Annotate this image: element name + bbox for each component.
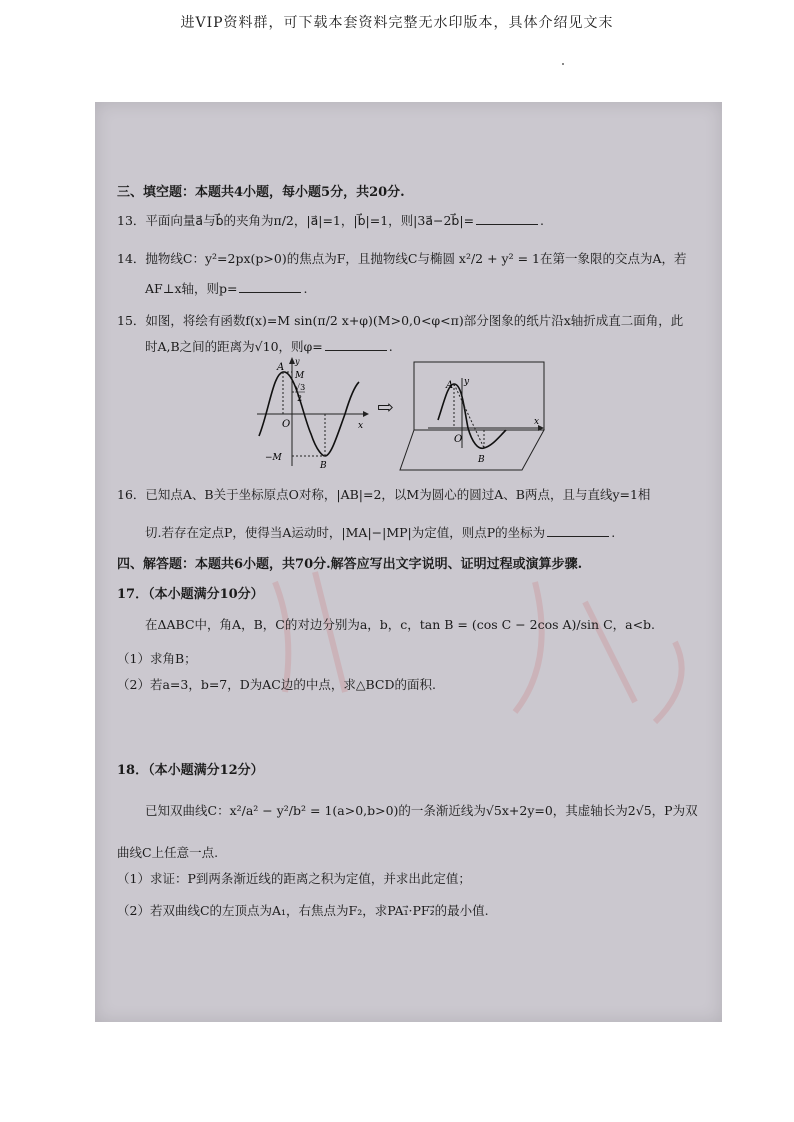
question-15-line2: [145, 338, 393, 356]
label-negM: −M: [265, 453, 282, 463]
label-y: y: [295, 357, 300, 366]
sine-graph-figure: [255, 356, 370, 471]
q13-answer-blank[interactable]: [476, 212, 538, 225]
q18-stem: 已知双曲线C：x²/a² − y²/b² = 1(a>0,b>0)的一条渐近线为√5x+2y=0，其虚轴长为2√5，P为双: [145, 803, 698, 818]
q15-answer-blank[interactable]: [325, 338, 387, 351]
label-M: M: [295, 371, 305, 381]
x-axis-arrow: [363, 411, 369, 417]
question-13: [117, 212, 544, 230]
question-16-line2: [145, 524, 615, 542]
q14-end: .: [303, 281, 308, 296]
q17-heading: 17．（本小题满分10分）: [117, 587, 264, 602]
question-16-line1: 16．已知点A、B关于坐标原点O对称，|AB|=2，以M为圆心的圆过A、B两点，且与直线y=1相: [117, 487, 651, 502]
q13-text: 13．平面向量a⃗与b⃗的夹角为π/2，|a⃗|=1，|b⃗|=1，则|3a⃗−2b⃗|=: [117, 213, 475, 228]
folded-dihedral-figure: [398, 358, 548, 476]
horizontal-plane: [400, 430, 544, 470]
vip-banner: 进VIP资料群，可下载本套资料完整无水印版本，具体介绍见文末: [180, 15, 614, 31]
scan-dot: [562, 63, 564, 65]
fold-arrow: ⇨: [377, 395, 394, 419]
label-sqrt3: √3: [295, 383, 306, 392]
question-15-line1: 15．如图，将绘有函数f(x)=M sin(π/2 x+φ)(M>0,0<φ<π)部分图象的纸片沿x轴折成直二面角，此: [117, 313, 684, 328]
q13-end: .: [540, 213, 545, 228]
label-A: A: [277, 362, 285, 373]
label-B: B: [320, 461, 327, 471]
label-x2: x: [534, 417, 540, 427]
label-x: x: [358, 421, 364, 431]
q14-text: AF⊥x轴，则p=: [145, 281, 238, 296]
question-14-line2: [145, 280, 307, 298]
question-14-line1: 14．抛物线C：y²=2px(p>0)的焦点为F，且抛物线C与椭圆 x²/2 + y² = 1在第一象限的交点为A，若: [117, 251, 687, 266]
label-O: O: [282, 419, 291, 430]
q18-part1: （1）求证：P到两条渐近线的距离之积为定值，并求出此定值；: [117, 871, 471, 886]
q15-text: 时A,B之间的距离为√10，则φ=: [145, 339, 323, 354]
q17-part2: （2）若a=3，b=7，D为AC边的中点，求△BCD的面积.: [117, 677, 436, 692]
q16-answer-blank[interactable]: [547, 524, 609, 537]
scanned-paper: [95, 102, 722, 1022]
section3-title: 三、填空题：本题共4小题，每小题5分，共20分.: [117, 185, 405, 200]
q15-end: .: [388, 339, 393, 354]
stamp-watermark: [255, 542, 715, 762]
q18-stem2: 曲线C上任意一点.: [117, 845, 219, 860]
section4-title: 四、解答题：本题共6小题，共70分.解答应写出文字说明、证明过程或演算步骤.: [117, 557, 583, 572]
label-2: 2: [297, 394, 303, 403]
q17-part1: （1）求角B；: [117, 651, 197, 666]
label-B2: B: [478, 455, 485, 465]
q16-end: .: [611, 525, 616, 540]
lower-curve: [468, 428, 506, 448]
label-A2: A: [446, 380, 454, 391]
vertical-plane: [414, 362, 544, 430]
q14-answer-blank[interactable]: [239, 280, 301, 293]
label-O2: O: [454, 434, 463, 445]
q16-text: 切.若存在定点P，使得当A运动时，|MA|−|MP|为定值，则点P的坐标为: [145, 525, 546, 540]
label-y2: y: [464, 377, 470, 387]
q18-heading: 18．（本小题满分12分）: [117, 763, 264, 778]
q17-stem: 在ΔABC中，角A，B，C的对边分别为a，b，c，tan B = (cos C − 2cos A)/sin C，a<b.: [145, 617, 656, 632]
q18-part2: （2）若双曲线C的左顶点为A₁，右焦点为F₂，求PA₁⃗·PF₂⃗的最小值.: [117, 903, 489, 918]
